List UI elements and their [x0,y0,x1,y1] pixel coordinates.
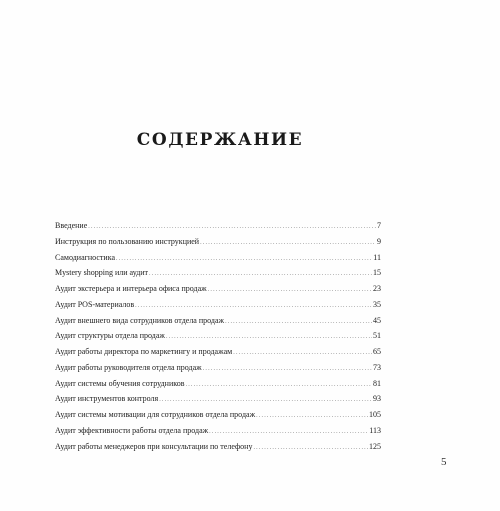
toc-entry-page: 65 [373,347,381,356]
toc-dot-leader [203,362,372,378]
toc-entry-title: Аудит эффективности работы отдела продаж [55,425,209,435]
toc-dot-leader [186,378,373,394]
toc-entry-title: Введение [55,221,88,230]
toc-entry-title: Аудит POS-материалов [55,299,135,309]
toc-dot-leader [233,346,372,362]
toc-entry-title: Аудит инструментов контроля [55,394,159,404]
toc-dot-leader [200,236,376,252]
toc-entry-page: 105 [369,410,381,419]
toc-entry-page: 113 [369,425,381,435]
toc-entry-page: 9 [377,236,381,246]
toc-entry-page: 51 [373,331,381,341]
toc-entry [55,218,381,234]
toc-entry [55,234,381,250]
toc-entry-page: 81 [373,378,381,388]
toc-entry [55,423,381,439]
toc-entry-title: Аудит экстерьера и интерьера офиса продаж [55,284,207,293]
toc-entry-title: Аудит работы директора по маркетингу и продажам [55,347,233,356]
toc-entry-title: Аудит системы обучения сотрудников [55,378,185,388]
toc-entry-page: 11 [373,252,381,262]
toc-entry [55,328,381,344]
toc-entry [55,250,381,266]
toc-entry-title: Аудит работы руководителя отдела продаж [55,362,202,372]
toc-entry [55,407,381,423]
toc-entry-page: 35 [373,299,381,309]
toc-entry-page: 23 [373,284,381,293]
contents-heading: СОДЕРЖАНИЕ [136,130,304,150]
toc-entry-title: Самодиагностика [55,252,116,262]
toc-entry-title: Mystery shopping или аудит [55,268,149,278]
toc-entry-title: Аудит системы мотивации для сотрудников отдела продаж [55,410,256,419]
toc-entry-page: 15 [373,268,381,278]
toc-dot-leader [253,441,368,457]
toc-entry [55,376,381,392]
toc-entry-page: 45 [373,315,381,325]
toc-entry-page: 125 [369,441,381,451]
toc-entry-page: 7 [377,221,381,230]
table-of-contents [55,218,381,454]
toc-entry [55,391,381,407]
toc-entry [55,297,381,313]
toc-entry-title: Аудит внешнего вида сотрудников отдела продаж [55,315,225,325]
toc-entry [55,265,381,281]
toc-entry-title: Аудит структуры отдела продаж [55,331,165,341]
toc-entry-title: Инструкция по пользованию инструкцией [55,236,200,246]
page-number: 5 [441,456,447,468]
toc-dot-leader [208,283,372,299]
toc-entry [55,439,381,455]
toc-dot-leader [225,315,372,331]
toc-entry-page: 93 [373,394,381,404]
toc-entry-page: 73 [373,362,381,372]
toc-entry [55,344,381,360]
toc-entry [55,360,381,376]
toc-entry [55,281,381,297]
toc-entry [55,313,381,329]
toc-entry-title: Аудит работы менеджеров при консультации по телефону [55,441,253,451]
toc-dot-leader [256,409,368,425]
toc-dot-leader [116,252,372,268]
